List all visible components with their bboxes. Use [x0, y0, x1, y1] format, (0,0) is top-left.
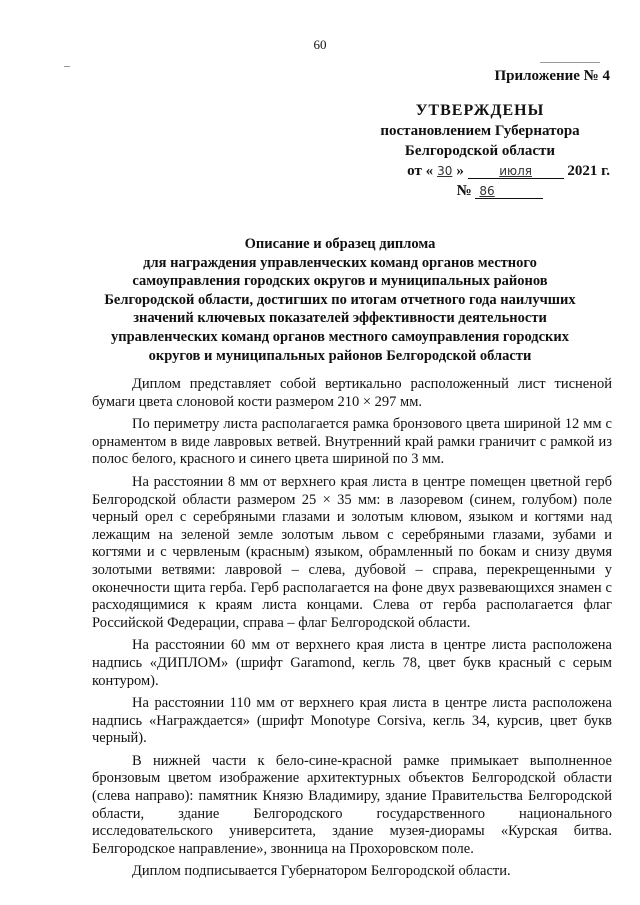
paragraph-frame: По периметру листа располагается рамка бронзового цвета шириной 12 мм с орнаментом в виде лавровых ветвей. Внутренний край рамки граничит с рамкой из полос белого, красного и синего цвета шириной по 3 мм.: [92, 416, 612, 468]
number-prefix: №: [456, 183, 472, 199]
number-value: 86: [475, 184, 543, 199]
paragraph-signature: Диплом подписывается Губернатором Белгородской области.: [132, 863, 511, 880]
title-line: Описание и образец диплома: [244, 236, 436, 252]
title-line: управленческих команд органов местного самоуправления городских: [110, 328, 570, 345]
date-year: 2021 г.: [567, 163, 610, 179]
title-line: для награждения управленческих команд органов местного: [143, 254, 537, 271]
approval-number: [350, 181, 610, 201]
paragraph-size: Диплом представляет собой вертикально расположенный лист тисненой бумаги цвета слоновой кости размером 210 × 297 мм.: [92, 376, 612, 410]
title-line: округов и муниципальных районов Белгородской области: [148, 347, 532, 364]
date-day: 30: [437, 164, 453, 178]
title-line: значений ключевых показателей эффективности деятельности: [133, 310, 547, 327]
approved-by-line: постановлением Губернатора: [380, 123, 580, 139]
scan-artifact: [64, 66, 70, 67]
approval-block: [350, 101, 610, 201]
date-mid: »: [456, 163, 464, 179]
paragraph-emblem: На расстоянии 8 мм от верхнего края листа в центре помещен цветной герб Белгородской области размером 25 × 35 мм: в лазоревом (синем, голубом) поле черный орел с серебряными глазами и золотым клювом, языком и когтями над лежащим на зеленой земле золотым львом с серебряными глазами, зубами и когтями и с червленым (красным) языком, обрамленный по бокам и снизу двумя золотыми ветвями: лавровой – слева, дубовой – справа, перекрещенными у оконечности щита герба. Герб располагается на фоне двух развевающихся знамен с расходящимися к краям листа концами. Слева от герба располагается флаг Российской Федерации, справа – флаг Белгородской области.: [92, 473, 612, 631]
appendix-label: Приложение № 4: [494, 68, 610, 84]
scan-artifact: [540, 62, 600, 63]
title-line: самоуправления городских округов и муниципальных районов: [132, 273, 548, 290]
title-line: Белгородской области, достигших по итогам отчетного года наилучших: [104, 291, 576, 308]
approval-date: [350, 161, 610, 181]
paragraph-architecture: В нижней части к бело-сине-красной рамке примыкает выполненное бронзовым цветом изображение архитектурных объектов Белгородской области (слева направо): памятник Князю Владимиру, здание Правительства Белгородской области, здание Белгородского государственного национального исследовательского университета, здание музея-диорамы «Курская битва. Белгородское направление», звонница на Прохоровском поле.: [92, 752, 612, 857]
paragraph-awarded-inscription: На расстоянии 110 мм от верхнего края листа в центре листа расположена надпись «Награждается» (шрифт Monotype Corsiva, кегль 34, курсив, цвет букв черный).: [92, 695, 612, 747]
document-title: [60, 235, 620, 365]
document-body: [92, 376, 612, 886]
paragraph-diploma-inscription: На расстоянии 60 мм от верхнего края листа в центре листа расположена надпись «ДИПЛОМ» (шрифт Garamond, кегль 78, цвет букв красный с серым контуром).: [92, 637, 612, 689]
date-prefix: от «: [407, 163, 434, 179]
date-month: июля: [468, 164, 564, 179]
approved-by-region: Белгородской области: [404, 143, 556, 159]
approved-title: УТВЕРЖДЕНЫ: [415, 102, 545, 119]
page-number: 60: [313, 37, 327, 52]
